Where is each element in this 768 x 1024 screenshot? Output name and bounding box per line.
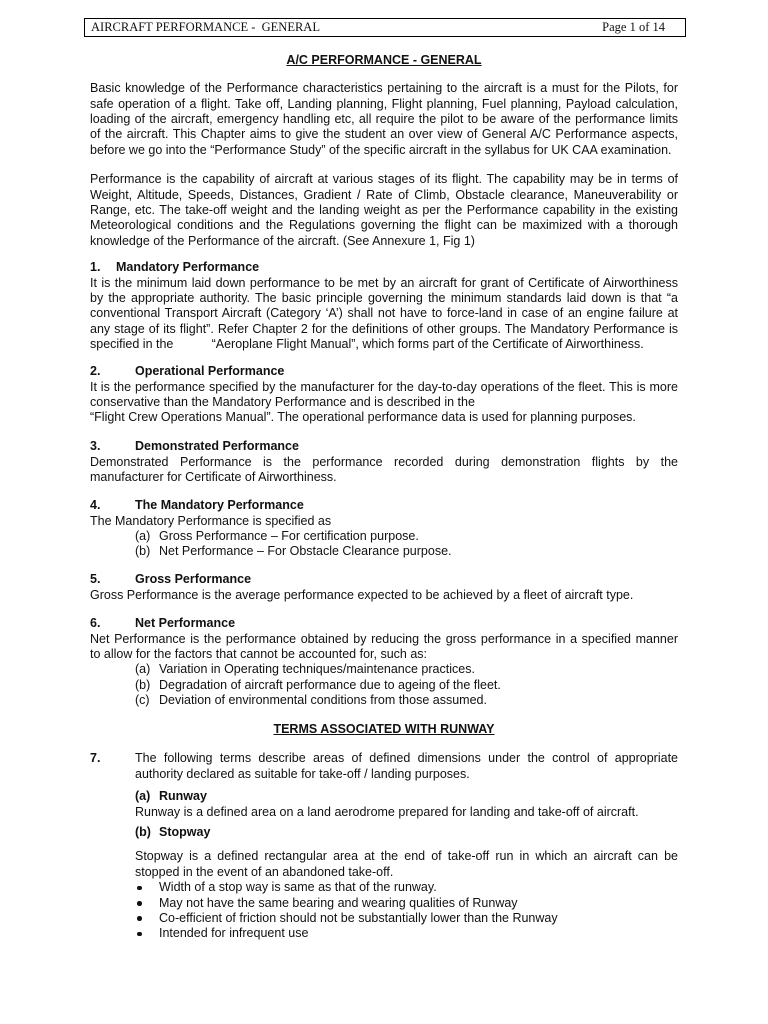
section-number: 4. bbox=[90, 498, 101, 513]
section-title: Demonstrated Performance bbox=[135, 439, 299, 454]
text-line: to allow for the factors that cannot be accounted for, such as: bbox=[90, 646, 428, 661]
section-number: 1. bbox=[90, 260, 101, 275]
text-line: Basic knowledge of the Performance characteristics pertaining to the aircraft is a must for the Pilots, for bbox=[90, 81, 678, 96]
bullet-item bbox=[135, 911, 678, 926]
bullet-icon bbox=[137, 916, 142, 921]
list-item bbox=[90, 693, 678, 708]
text-line: It is the minimum laid down performance to be met by an aircraft for grant of Certificate of Airworthiness bbox=[90, 275, 678, 290]
list-item bbox=[90, 529, 678, 544]
document-title-text: A/C PERFORMANCE - GENERAL bbox=[286, 53, 482, 68]
bullet-icon bbox=[137, 932, 142, 937]
section-title: Gross Performance bbox=[135, 572, 252, 587]
text-line: Stopway is a defined rectangular area at the end of take-off run in which an aircraft can be bbox=[135, 849, 678, 864]
section-number: 3. bbox=[90, 439, 101, 454]
bullet-icon bbox=[137, 901, 142, 906]
section-5 bbox=[90, 572, 678, 603]
stopway-heading-block bbox=[90, 825, 678, 840]
subsection-label: (a) bbox=[135, 789, 151, 804]
page-number: Page 1 of 14 bbox=[602, 20, 665, 34]
text-line: knowledge of the Performance of the aircraft. (See Annexure 1, Fig 1) bbox=[90, 233, 475, 248]
list-item-text: Gross Performance – For certification purpose. bbox=[159, 528, 419, 543]
stopway-definition bbox=[90, 849, 678, 880]
section-4 bbox=[90, 498, 678, 559]
section-2 bbox=[90, 364, 678, 425]
runway-definition-body bbox=[135, 789, 678, 820]
subsection-title: Stopway bbox=[159, 825, 211, 840]
intro-paragraph-2 bbox=[90, 172, 678, 248]
text-line: authority declared as suitable for take-off / landing purposes. bbox=[135, 766, 470, 781]
text-line: before we go into the “Performance Study” of the specific aircraft in the syllabus for UK CAA examination. bbox=[90, 142, 672, 157]
subsection-title: Runway bbox=[159, 789, 207, 804]
text-line: Net Performance is the performance obtained by reducing the gross performance in a specified manner bbox=[90, 631, 678, 646]
list-item-text: Variation in Operating techniques/maintenance practices. bbox=[159, 662, 475, 677]
list-item-label: (a) bbox=[135, 528, 151, 543]
list-item bbox=[90, 678, 678, 693]
section-7 bbox=[90, 751, 678, 782]
section-7-body bbox=[135, 751, 678, 782]
section-1 bbox=[90, 260, 678, 352]
list-item-label: (b) bbox=[135, 544, 151, 559]
runway-terms-heading-text: TERMS ASSOCIATED WITH RUNWAY bbox=[273, 722, 495, 737]
text-line: safe operation of a flight. Take off, Landing planning, Flight planning, Fuel planning, Payload calculation, bbox=[90, 96, 678, 111]
bullet-text: Co-efficient of friction should not be substantially lower than the Runway bbox=[159, 910, 558, 925]
list-item-label: (c) bbox=[135, 692, 150, 707]
stopway-heading-body bbox=[135, 825, 678, 840]
section-title: Operational Performance bbox=[135, 364, 285, 379]
list-item-text: Deviation of environmental conditions from those assumed. bbox=[159, 692, 487, 707]
section-number: 5. bbox=[90, 572, 101, 587]
list-item-text: Net Performance – For Obstacle Clearance purpose. bbox=[159, 544, 452, 559]
section-heading bbox=[90, 572, 678, 587]
text-line: specified in the “Aeroplane Flight Manual”, which forms part of the Certificate of Airworthiness. bbox=[90, 336, 644, 351]
stopway-bullet-list bbox=[90, 880, 678, 941]
text-line: loading of the aircraft, emergency handling etc, all require the pilot to be aware of the performance limits bbox=[90, 111, 678, 126]
bullet-icon bbox=[137, 886, 142, 891]
section-6 bbox=[90, 616, 678, 708]
text-line: Demonstrated Performance is the performance recorded during demonstration flights by the bbox=[90, 454, 678, 469]
text-line: Gross Performance is the average performance expected to be achieved by a fleet of aircraft type. bbox=[90, 587, 634, 602]
header-title: AIRCRAFT PERFORMANCE - GENERAL bbox=[91, 20, 320, 34]
section-heading bbox=[90, 364, 678, 379]
bullet-list-body bbox=[135, 880, 678, 941]
subsection-heading bbox=[135, 789, 678, 804]
list-item-label: (a) bbox=[135, 662, 151, 677]
runway-definition bbox=[90, 789, 678, 820]
page-header bbox=[84, 18, 686, 37]
bullet-item bbox=[135, 926, 678, 941]
text-line: stopped in the event of an abandoned take-off. bbox=[135, 864, 394, 879]
intro-paragraph-1 bbox=[90, 81, 678, 157]
section-title: Net Performance bbox=[135, 616, 236, 631]
subsection-heading bbox=[135, 825, 678, 840]
section-heading bbox=[90, 498, 678, 513]
bullet-item bbox=[135, 880, 678, 895]
text-line: any stage of its flight”. Refer Chapter 2 for the definitions of other groups. The Mandatory Performance is bbox=[90, 321, 678, 336]
text-line: Performance is the capability of aircraft at various stages of its flight. The capability may be in terms of bbox=[90, 172, 678, 187]
subsection-label: (b) bbox=[135, 825, 151, 840]
text-line: by the appropriate authority. The basic principle governing the minimum standards laid down is that “a bbox=[90, 290, 678, 305]
section-3 bbox=[90, 439, 678, 485]
text-line: Runway is a defined area on a land aerodrome prepared for landing and take-off of aircraft. bbox=[135, 804, 639, 819]
runway-terms-heading bbox=[90, 722, 678, 737]
section-title: Mandatory Performance bbox=[116, 260, 260, 275]
stopway-definition-body bbox=[135, 849, 678, 880]
section-title: The Mandatory Performance bbox=[135, 498, 304, 513]
text-line: conventional Transport Aircraft (Category ‘A’) shall not have to force-land in case of an engine failure at bbox=[90, 306, 678, 321]
section-number: 2. bbox=[90, 364, 101, 379]
text-line: of the aircraft. This Chapter aims to give the student an over view of General A/C Performance aspects, bbox=[90, 127, 678, 142]
document-title bbox=[90, 53, 678, 68]
text-line: conservative than the Mandatory Performance and is described in the bbox=[90, 394, 475, 409]
list-item-label: (b) bbox=[135, 677, 151, 692]
text-line: manufacturer for Certificate of Airworthiness. bbox=[90, 469, 337, 484]
section-number: 7. bbox=[90, 751, 101, 766]
bullet-text: Width of a stop way is same as that of the runway. bbox=[159, 880, 437, 895]
section-heading bbox=[90, 616, 678, 631]
text-line: Weight, Altitude, Speeds, Distances, Gradient / Rate of Climb, Obstacle clearance, Maneuverability or bbox=[90, 187, 678, 202]
bullet-item bbox=[135, 896, 678, 911]
text-line: Meteorological conditions and the Regulations governing the flight can be maximized with a thorough bbox=[90, 218, 678, 233]
section-number: 6. bbox=[90, 616, 101, 631]
text-line: The Mandatory Performance is specified as bbox=[90, 513, 332, 528]
text-line: Range, etc. The take-off weight and the landing weight as per the Performance capability in the existing bbox=[90, 202, 678, 217]
text-line: “Flight Crew Operations Manual”. The operational performance data is used for planning purposes. bbox=[90, 410, 636, 425]
section-heading bbox=[90, 439, 678, 454]
list-item-text: Degradation of aircraft performance due to ageing of the fleet. bbox=[159, 677, 501, 692]
section-heading bbox=[90, 260, 678, 275]
bullet-text: Intended for infrequent use bbox=[159, 926, 309, 941]
list-item bbox=[90, 662, 678, 677]
bullet-text: May not have the same bearing and wearing qualities of Runway bbox=[159, 895, 518, 910]
list-item bbox=[90, 544, 678, 559]
text-line: It is the performance specified by the manufacturer for the day-to-day operations of the fleet. This is more bbox=[90, 379, 678, 394]
text-line: The following terms describe areas of defined dimensions under the control of appropriate bbox=[135, 751, 678, 766]
